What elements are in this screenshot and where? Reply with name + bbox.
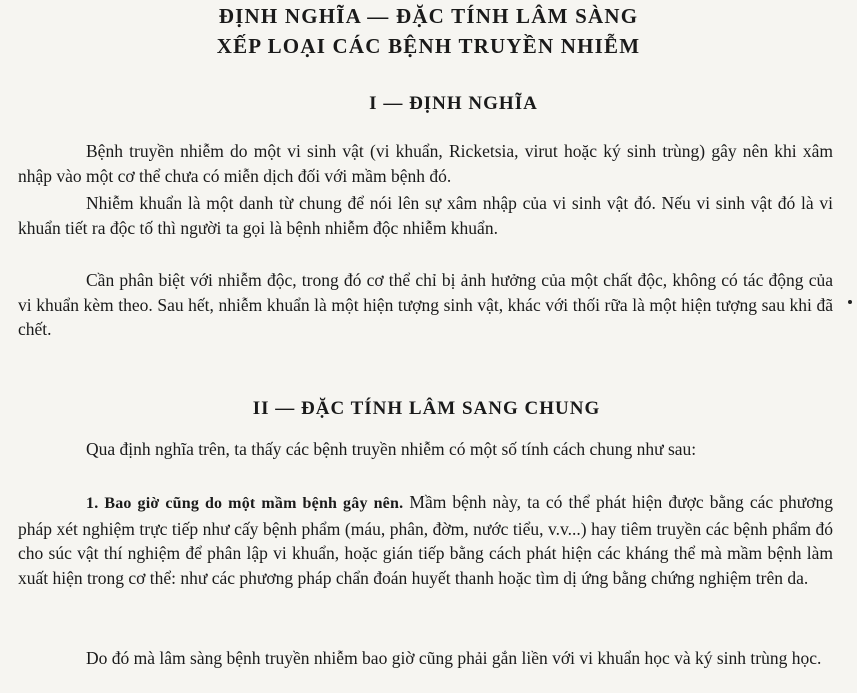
section-2-closing: Do đó mà lâm sàng bệnh truyền nhiễm bao giờ cũng phải gắn liền với vi khuẩn học và ký sinh trùng học. — [86, 648, 822, 668]
section-1-paragraph-2: Nhiễm khuẩn là một danh từ chung để nói lên sự xâm nhập của vi sinh vật đó. Nếu vi sinh vật đó là vi khuẩn tiết ra độc tố thì người ta gọi là bệnh nhiễm độc nhiễm khuẩn. — [18, 193, 833, 238]
print-speck — [848, 300, 852, 304]
section-2-heading: II — ĐẶC TÍNH LÂM SANG CHUNG — [252, 398, 601, 419]
section-2-intro: Qua định nghĩa trên, ta thấy các bệnh truyền nhiễm có một số tính cách chung như sau: — [86, 439, 697, 459]
section-1-paragraph-1: Bệnh truyền nhiễm do một vi sinh vật (vi khuẩn, Ricketsia, virut hoặc ký sinh trùng) gây nên khi xâm nhập vào một cơ thể chưa có miễn dịch đối với mầm bệnh đó. — [18, 141, 833, 186]
point-1-text: Mầm bệnh này, ta có thể phát hiện được bằng các phương pháp xét nghiệm trực tiếp như cấy bệnh phẩm (máu, phân, đờm, nước tiểu, v.v...) hay tiêm truyền các bệnh phẩm đó cho súc vật thí nghiệm để phân lập vi khuẩn, hoặc gián tiếp bằng cách phát hiện các kháng thể mà mầm bệnh làm xuất hiện trong cơ thể: như các phương pháp chẩn đoán huyết thanh hoặc tìm dị ứng bằng chứng nghiệm trên da. — [18, 492, 834, 588]
page-title-line-2: XẾP LOẠI CÁC BỆNH TRUYỀN NHIỄM — [216, 34, 641, 58]
section-1-paragraph-3: Cần phân biệt với nhiễm độc, trong đó cơ thể chỉ bị ảnh hưởng của một chất độc, không có tác động của vi khuẩn kèm theo. Sau hết, nhiễm khuẩn là một hiện tượng sinh vật, khác với thối rữa là một hiện tượng sau khi đã chết. — [18, 270, 833, 339]
section-2-point-1 — [18, 490, 833, 590]
point-1-lead: 1. Bao giờ cũng do một mầm bệnh gây nên. — [86, 495, 404, 512]
section-1-heading: I — ĐỊNH NGHĨA — [369, 93, 538, 114]
page-title-line-1: ĐỊNH NGHĨA — ĐẶC TÍNH LÂM SÀNG — [218, 4, 639, 28]
